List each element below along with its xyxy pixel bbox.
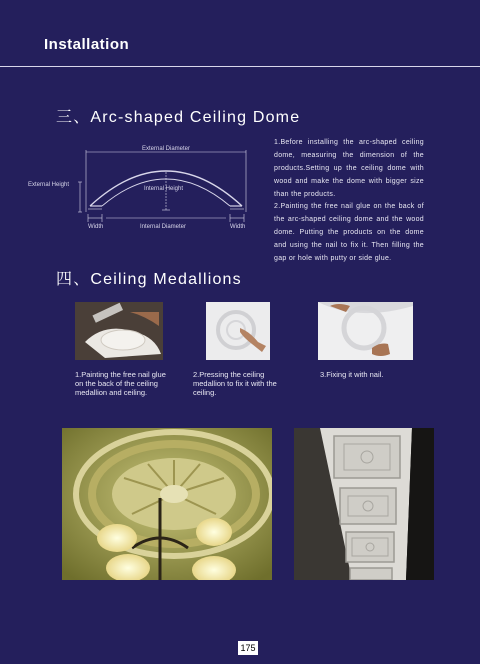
photo-coffered-ceiling-drawing bbox=[294, 428, 434, 580]
dome-step-2: 2.Painting the free nail glue on the back of the arc-shaped ceiling dome and the wood dome. Putting the products on the dome and using the nail to fix it. Then filling the gap or hole with putty or side glue. bbox=[274, 203, 424, 262]
section-heading-dome: 三、Arc-shaped Ceiling Dome bbox=[56, 109, 301, 126]
photo-step-press bbox=[206, 302, 270, 360]
section-heading-medallions: 四、Ceiling Medallions bbox=[56, 271, 242, 288]
photo-ceiling-medallion-chandelier-drawing bbox=[62, 428, 272, 580]
label-width-right: Width bbox=[230, 224, 246, 230]
label-internal-height: Internal Height bbox=[144, 186, 184, 192]
photo-ceiling-medallion-chandelier bbox=[62, 428, 272, 580]
medallion-caption-1: 1.Painting the free nail glue on the back of the ceiling medallion and ceiling. bbox=[75, 370, 166, 397]
label-external-diameter: External Diameter bbox=[141, 146, 191, 152]
dome-step-1: 1.Before installing the arc-shaped ceiling dome, measuring the dimension of the products.Setting up the ceiling dome with wood and make the dome with bigger size than the products. bbox=[274, 139, 424, 198]
dome-diagram-drawing bbox=[22, 140, 262, 240]
medallion-caption-3: 3.Fixing it with nail. bbox=[320, 370, 384, 379]
photo-step-glue bbox=[75, 302, 163, 360]
photo-step-glue-drawing bbox=[75, 302, 163, 360]
medallion-caption-2: 2.Pressing the ceiling medallion to fix it with the ceiling. bbox=[193, 370, 277, 397]
photo-step-nail bbox=[318, 302, 413, 360]
label-width-left: Width bbox=[88, 224, 104, 230]
header-divider bbox=[0, 66, 480, 67]
photo-step-nail-drawing bbox=[318, 302, 413, 360]
dome-diagram bbox=[22, 140, 262, 240]
page-number: 175 bbox=[238, 641, 258, 655]
photo-coffered-ceiling bbox=[294, 428, 434, 580]
label-internal-diameter: Internal Diameter bbox=[140, 224, 187, 230]
page-header-title: Installation bbox=[44, 36, 130, 53]
photo-step-press-drawing bbox=[206, 302, 270, 360]
label-external-height: External Height bbox=[28, 182, 70, 188]
